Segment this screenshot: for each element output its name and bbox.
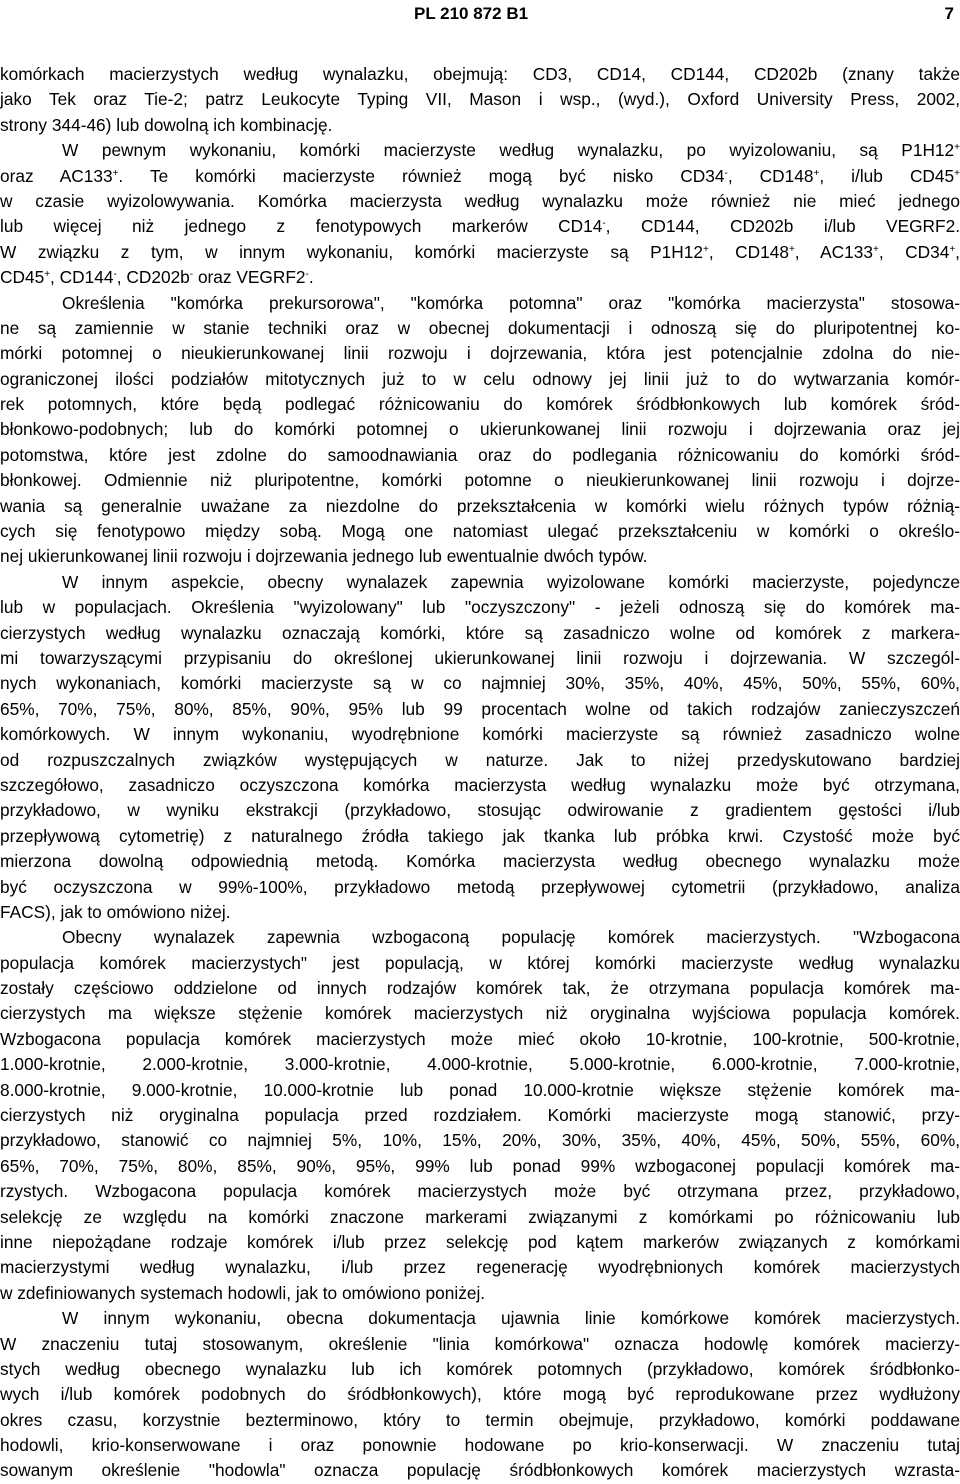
text-line: stych według obecnego wynalazku lub ich komórek potomnych (przykładowo, komórek śródbłonko- [0, 1358, 960, 1379]
document-body [0, 62, 960, 1484]
page-number: 7 [944, 4, 954, 23]
text-line: oraz AC133+. Te komórki macierzyste również mogą być nisko CD34-, CD148+, i/lub CD45+ [0, 165, 960, 186]
text-line: cierzystych niż oryginalna populacja przed rozdziałem. Komórki macierzyste mogą stanowić, przy- [0, 1105, 960, 1126]
text-line: mi towarzyszącymi przypisaniu do określonej ukierunkowanej linii rozwoju i dojrzewania. W szczegól- [0, 647, 960, 668]
text-line: być oczyszczona w 99%-100%, przykładowo metodą przepływowej cytometrii (przykładowo, analiza [0, 876, 960, 897]
text-line: populacja komórek macierzystych" jest populacją, w której komórki macierzyste według wynalazku [0, 952, 960, 973]
text-line: 65%, 70%, 75%, 80%, 85%, 90%, 95%, 99% lub ponad 99% wzbogaconej populacji komórek ma- [0, 1155, 960, 1176]
text-line: Określenia "komórka prekursorowa", "komórka potomna" oraz "komórka macierzysta" stosowa- [62, 292, 960, 313]
text-line: W innym aspekcie, obecny wynalazek zapewnia wyizolowane komórki macierzyste, pojedyncze [62, 571, 960, 592]
text-line: lub w populacjach. Określenia "wyizolowany" lub "oczyszczony" - jeżeli odnoszą się do komórek ma- [0, 597, 960, 618]
text-line: wania są generalnie uważane za niezdolne do przekształcenia w komórki wielu różnych typów różnią- [0, 495, 960, 516]
text-line: FACS), jak to omówiono niżej. [0, 901, 231, 922]
text-line: potomstwa, które jest zdolne do samoodnawiania oraz do podlegania różnicowaniu do komórki śród- [0, 444, 960, 465]
text-line: nych wykonaniach, komórki macierzyste są w co najmniej 30%, 35%, 40%, 45%, 50%, 55%, 60%, [0, 673, 960, 694]
text-line: cych się fenotypowo między sobą. Mogą one natomiast ulegać przekształceniu w komórki o określo- [0, 521, 960, 542]
text-line: hodowli, krio-konserwowane i oraz ponownie hodowane po krio-konserwacji. W znaczeniu tutaj [0, 1435, 960, 1456]
text-line: W innym wykonaniu, obecna dokumentacja ujawnia linie komórkowe komórek macierzystych. [62, 1308, 960, 1329]
text-line: W znaczeniu tutaj stosowanym, określenie "linia komórkowa" oznacza hodowlę komórek macierzy- [0, 1333, 960, 1354]
text-line: selekcję ze względu na komórki znaczone markerami związanymi z komórkami po różnicowaniu lub [0, 1206, 960, 1227]
text-line: W pewnym wykonaniu, komórki macierzyste według wynalazku, po wyizolowaniu, są P1H12+ [62, 140, 960, 161]
text-line: okres czasu, korzystnie bezterminowo, który to termin obejmuje, przykładowo, komórki poddawane [0, 1409, 960, 1430]
text-line: sowanym określenie "hodowla" oznacza populację śródbłonkowych komórek macierzystych wzrasta- [0, 1460, 960, 1481]
text-line: cierzystych według wynalazku oznaczają komórki, które są zasadniczo wolne od komórek z markera- [0, 622, 960, 643]
text-line: strony 344-46) lub dowolną ich kombinację. [0, 114, 333, 135]
text-line: komórkowych. W innym wykonaniu, wyodrębnione komórki macierzyste są również zasadniczo wolne [0, 724, 960, 745]
patent-number: PL 210 872 B1 [414, 4, 529, 23]
text-line: mierzona dowolną odpowiednią metodą. Komórka macierzysta według obecnego wynalazku może [0, 851, 960, 872]
text-line: 8.000-krotnie, 9.000-krotnie, 10.000-krotnie lub ponad 10.000-krotnie większe stężenie komórek ma- [0, 1079, 960, 1100]
text-line: w zdefiniowanych systemach hodowli, jak to omówiono poniżej. [0, 1282, 486, 1303]
text-line: wych i/lub komórek podobnych do śródbłonkowych), które mogą być reprodukowane przez wydłużony [0, 1384, 960, 1405]
text-line: zostały częściowo oddzielone od innych rodzajów komórek tak, że otrzymana populacja komórek ma- [0, 978, 960, 999]
text-line: przykładowo, w wyniku ekstrakcji (przykładowo, stosując odwirowanie z gradientem gęstości i/lub [0, 800, 960, 821]
text-line: 1.000-krotnie, 2.000-krotnie, 3.000-krotnie, 4.000-krotnie, 5.000-krotnie, 6.000-krotnie, 7.000-krotnie, [0, 1054, 960, 1075]
text-line: ne są zamiennie w stanie techniki oraz w obecnej dokumentacji i odnoszą się do pluripotentnej ko- [0, 317, 960, 338]
text-line: cierzystych ma większe stężenie komórek macierzystych niż oryginalna wyjściowa populacja komórek. [0, 1003, 960, 1024]
text-line: rzystych. Wzbogacona populacja komórek macierzystych może być otrzymana przez, przykładowo, [0, 1181, 960, 1202]
text-line: rek potomnych, które będą podlegać różnicowaniu do komórek śródbłonkowych lub komórek śród- [0, 394, 960, 415]
text-line: jako Tek oraz Tie-2; patrz Leukocyte Typing VII, Mason i wsp., (wyd.), Oxford University Press, 2002, [0, 89, 960, 110]
text-line: w czasie wyizolowywania. Komórka macierzysta według wynalazku może również nie mieć jednego [0, 190, 960, 211]
text-line: Obecny wynalazek zapewnia wzbogaconą populację komórek macierzystych. "Wzbogacona [62, 927, 960, 948]
page-header [0, 0, 960, 36]
text-line: Wzbogacona populacja komórek macierzystych może mieć około 10-krotnie, 100-krotnie, 500-krotnie, [0, 1028, 960, 1049]
text-line: komórkach macierzystych według wynalazku, obejmują: CD3, CD14, CD144, CD202b (znany także [0, 64, 960, 84]
text-line: 65%, 70%, 75%, 80%, 85%, 90%, 95% lub 99 procentach wolne od takich rodzajów zanieczyszczeń [0, 698, 960, 719]
text-line: CD45+, CD144-, CD202b- oraz VEGRF2-. [0, 267, 314, 288]
text-line: lub więcej niż jednego z fenotypowych markerów CD14-, CD144, CD202b i/lub VEGRF2. [0, 216, 960, 237]
text-line: błonkowo-podobnych; lub do komórki potomnej o ukierunkowanej linii rozwoju i dojrzewania oraz jej [0, 419, 960, 440]
text-line: przepływową cytometrię) z naturalnego źródła takiego jak tkanka lub próbka krwi. Czystość może być [0, 825, 960, 846]
text-line: macierzystymi według wynalazku, i/lub przez regenerację wyodrębnionych komórek macierzystych [0, 1257, 960, 1278]
text-line: mórki potomnej o nieukierunkowanej linii rozwoju i dojrzewania, która jest potencjalnie zdolna do nie- [0, 343, 960, 364]
text-line: nej ukierunkowanej linii rozwoju i dojrzewania jednego lub ewentualnie dwóch typów. [0, 546, 648, 567]
text-line: przykładowo, stanowić co najmniej 5%, 10%, 15%, 20%, 30%, 35%, 40%, 45%, 50%, 55%, 60%, [0, 1130, 960, 1151]
text-line: szczegółowo, zasadniczo oczyszczona komórka macierzysta według wynalazku może być otrzymana, [0, 774, 960, 795]
text-line: od rozpuszczalnych związków występujących w naturze. Jak to niżej przedyskutowano bardziej [0, 749, 960, 770]
text-line: W związku z tym, w innym wykonaniu, komórki macierzyste są P1H12+, CD148+, AC133+, CD34+, [0, 241, 960, 262]
text-line: ograniczonej ilości podziałów mitotycznych już to w celu odnowy jej linii już to do wytwarzania komór- [0, 368, 960, 389]
text-line: inne niepożądane rodzaje komórek i/lub przez selekcję pod kątem markerów związanych z komórkami [0, 1231, 960, 1252]
text-line: błonkowej. Odmiennie niż pluripotentne, komórki potomne o nieukierunkowanej linii rozwoju i dojrze- [0, 470, 960, 491]
